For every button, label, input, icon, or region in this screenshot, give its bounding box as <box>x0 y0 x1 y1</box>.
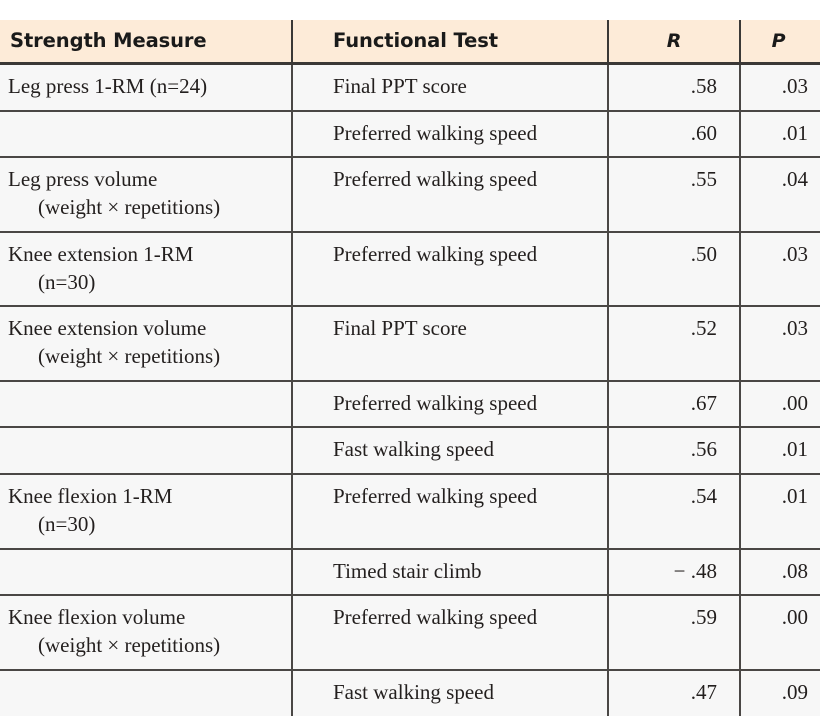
table-row <box>0 64 820 111</box>
table-body <box>0 64 820 716</box>
cell-r-value: .47 <box>608 670 740 716</box>
cell-p-value: .00 <box>740 381 820 428</box>
cell-p-value: .03 <box>740 64 820 111</box>
table-row <box>0 595 820 669</box>
cell-p-value: .04 <box>740 157 820 231</box>
cell-functional-test: Preferred walking speed <box>292 381 608 428</box>
cell-p-value: .03 <box>740 306 820 380</box>
cell-r-value: .67 <box>608 381 740 428</box>
table-row <box>0 232 820 306</box>
table-header <box>0 20 820 64</box>
cell-strength-measure <box>0 157 292 231</box>
cell-functional-test: Final PPT score <box>292 64 608 111</box>
cell-r-value: .56 <box>608 427 740 474</box>
table-row <box>0 381 820 428</box>
cell-strength-measure <box>0 232 292 306</box>
cell-r-value: .54 <box>608 474 740 548</box>
strength-measure-text: Leg press volume <box>8 167 158 192</box>
cell-functional-test: Preferred walking speed <box>292 595 608 669</box>
cell-p-value: .03 <box>740 232 820 306</box>
cell-functional-test: Final PPT score <box>292 306 608 380</box>
table-row <box>0 157 820 231</box>
cell-functional-test: Fast walking speed <box>292 427 608 474</box>
strength-measure-text: Knee extension volume <box>8 316 207 341</box>
cell-strength-measure <box>0 549 292 596</box>
cell-p-value: .08 <box>740 549 820 596</box>
cell-strength-measure <box>0 306 292 380</box>
strength-measure-text: Leg press 1-RM (n=24) <box>8 74 208 98</box>
cell-r-value: .52 <box>608 306 740 380</box>
cell-p-value: .01 <box>740 111 820 158</box>
cell-functional-test: Preferred walking speed <box>292 232 608 306</box>
column-header-p: P <box>740 20 820 64</box>
cell-strength-measure <box>0 64 292 111</box>
cell-functional-test: Preferred walking speed <box>292 111 608 158</box>
cell-p-value: .09 <box>740 670 820 716</box>
cell-strength-measure <box>0 670 292 716</box>
strength-measure-text: Knee extension 1-RM <box>8 241 194 266</box>
table-row <box>0 111 820 158</box>
cell-r-value: − .48 <box>608 549 740 596</box>
table-row <box>0 474 820 548</box>
cell-strength-measure <box>0 474 292 548</box>
cell-r-value: .60 <box>608 111 740 158</box>
cell-strength-measure <box>0 111 292 158</box>
correlation-table <box>0 20 820 716</box>
table-row <box>0 427 820 474</box>
cell-functional-test: Preferred walking speed <box>292 474 608 548</box>
cell-functional-test: Timed stair climb <box>292 549 608 596</box>
strength-measure-text: Knee flexion volume <box>8 605 186 630</box>
cell-r-value: .58 <box>608 64 740 111</box>
column-header-functional-test: Functional Test <box>292 20 608 64</box>
column-header-r: R <box>608 20 740 64</box>
strength-measure-text: Knee flexion 1-RM <box>8 484 173 509</box>
strength-measure-subtext: (weight × repetitions) <box>38 633 221 658</box>
table-row <box>0 670 820 716</box>
strength-measure-subtext: (n=30) <box>38 511 96 536</box>
cell-strength-measure <box>0 381 292 428</box>
cell-p-value: .01 <box>740 474 820 548</box>
cell-p-value: .01 <box>740 427 820 474</box>
column-header-strength-measure: Strength Measure <box>0 20 292 64</box>
table-row <box>0 549 820 596</box>
cell-strength-measure <box>0 595 292 669</box>
cell-functional-test: Preferred walking speed <box>292 157 608 231</box>
table-row <box>0 306 820 380</box>
strength-measure-subtext: (weight × repetitions) <box>38 344 221 369</box>
strength-measure-subtext: (weight × repetitions) <box>38 195 221 220</box>
cell-functional-test: Fast walking speed <box>292 670 608 716</box>
cell-r-value: .50 <box>608 232 740 306</box>
strength-measure-subtext: (n=30) <box>38 269 96 294</box>
header-row <box>0 20 820 64</box>
cell-strength-measure <box>0 427 292 474</box>
cell-p-value: .00 <box>740 595 820 669</box>
cell-r-value: .59 <box>608 595 740 669</box>
cell-r-value: .55 <box>608 157 740 231</box>
